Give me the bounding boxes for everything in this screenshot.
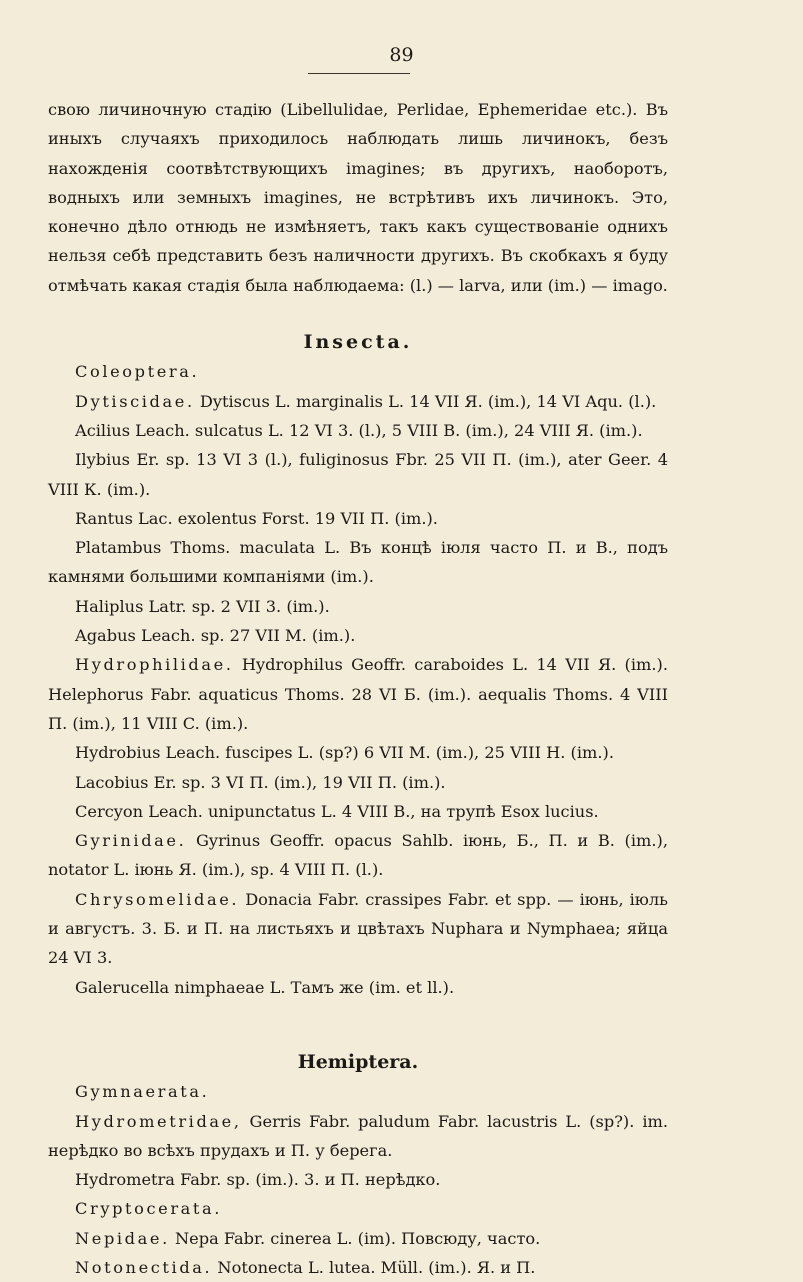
page-number-rule — [308, 73, 410, 74]
family-nepidae: Nepidae. — [75, 1228, 170, 1248]
page-number: 89 — [389, 44, 414, 66]
entry-haliplus: Haliplus Latr. sp. 2 VII 3. (im.). — [75, 596, 330, 616]
entry-lacobius: Lacobius Er. sp. 3 VI П. (im.), 19 VII П. (im.). — [75, 772, 446, 792]
page-body — [48, 95, 668, 1282]
entry-ilybius: Ilybius Er. sp. 13 VI 3 (l.), fuliginosus Fbr. 25 VII П. (im.), ater Geer. 4 VIII К. (im.). — [48, 450, 668, 499]
entry-dytiscidae — [48, 387, 668, 416]
subheading-coleoptera: Coleoptera. — [75, 362, 200, 382]
entry-hydrometra: Hydrometra Fabr. sp. (im.). 3. и П. нерѣдко. — [75, 1170, 441, 1190]
family-gyrinidae: Gyrinidae. — [75, 831, 187, 851]
family-hydrometridae: Hydrometridae, — [75, 1111, 242, 1131]
entry-hydrometridae-text: Gerris Fabr. paludum Fabr. lacustris L. (sp?). im. нерѣдко во всѣхъ прудахъ и П. у берега. — [48, 1111, 668, 1160]
entry-nepidae-text: Nepa Fabr. cinerea L. (im). Повсюду, часто. — [169, 1228, 541, 1248]
entry-gyrinidae-text: Gyrinus Geoffr. opacus Sahlb. іюнь, Б., П. и В. (im.), notator L. іюнь Я. (im.), sp. 4 VIII П. (l.). — [48, 831, 668, 880]
family-notonectida: Notonectida. — [75, 1257, 213, 1277]
entry-agabus: Agabus Leach. sp. 27 VII M. (im.). — [75, 626, 356, 646]
entry-platambus: Platambus Thoms. maculata L. Въ концѣ іюля часто П. и В., подъ камнями большими компаніями (im.). — [48, 538, 668, 587]
heading-insecta: Insecta. — [303, 331, 413, 354]
entry-hydrophilidae — [48, 650, 668, 738]
family-dytiscidae: Dytiscidae. — [75, 391, 195, 411]
subheading-gymnaerata: Gymnaerata. — [75, 1082, 210, 1102]
entry-dytiscidae-text: Dytiscus L. marginalis L. 14 VII Я. (im.), 14 VI Aqu. (l.). — [194, 391, 657, 411]
entry-cercyon: Cercyon Leach. unipunctatus L. 4 VIII B., на трупѣ Esox lucius. — [75, 801, 599, 821]
heading-hemiptera: Hemiptera. — [297, 1050, 419, 1073]
family-hydrophilidae: Hydrophilidae. — [75, 655, 234, 675]
intro-paragraph: свою личиночную стадію (Libellulidae, Perlidae, Ephemeridae etc.). Въ иныхъ случаяхъ приходилось наблюдать лишь личинокъ, безъ нахожденія соотвѣтствующихъ imagines; въ другихъ, наоборотъ, водныхъ или земныхъ imagines, не встрѣтивъ ихъ личинокъ. Это, конечно дѣло отнюдь не измѣняетъ, такъ какъ существованіе однихъ нельзя себѣ представить безъ наличности другихъ. Въ скобкахъ я буду отмѣчать какая стадія была наблюдаема: (l.) — larva, или (im.) — imago. — [48, 100, 668, 295]
entry-rantus: Rantus Lac. exolentus Forst. 19 VII П. (im.). — [75, 508, 438, 528]
entry-gyrinidae — [48, 826, 668, 885]
entry-nepidae — [48, 1224, 668, 1253]
entry-chrysomelidae — [48, 885, 668, 973]
entry-hydrometridae — [48, 1107, 668, 1166]
entry-notonectida-text: Notonecta L. lutea. Müll. (im.). Я. и П. — [212, 1257, 536, 1277]
entry-hydrobius: Hydrobius Leach. fuscipes L. (sp?) 6 VII M. (im.), 25 VIII H. (im.). — [75, 743, 614, 763]
entry-notonectida — [48, 1253, 668, 1282]
entry-chrysomelidae-text: Donacia Fabr. crassipes Fabr. et spp. — іюнь, іюль и августъ. 3. Б. и П. на листьяхъ и цвѣтахъ Nuphara и Nymphaea; яйца 24 VI 3. — [48, 889, 668, 968]
entry-acilius: Acilius Leach. sulcatus L. 12 VI 3. (l.), 5 VIII B. (im.), 24 VIII Я. (im.). — [75, 420, 643, 440]
entry-galerucella: Galerucella nimphaeae L. Тамъ же (im. et ll.). — [75, 977, 455, 997]
subheading-cryptocerata: Cryptocerata. — [75, 1199, 223, 1219]
entry-hydrophilidae-text: Hydrophilus Geoffr. caraboides L. 14 VII Я. (im.). Helephorus Fabr. aquaticus Thoms. 28 VI Б. (im.). aequalis Thoms. 4 VIII П. (im.), 11 VIII C. (im.). — [48, 655, 668, 733]
family-chrysomelidae: Chrysomelidae. — [75, 889, 240, 909]
